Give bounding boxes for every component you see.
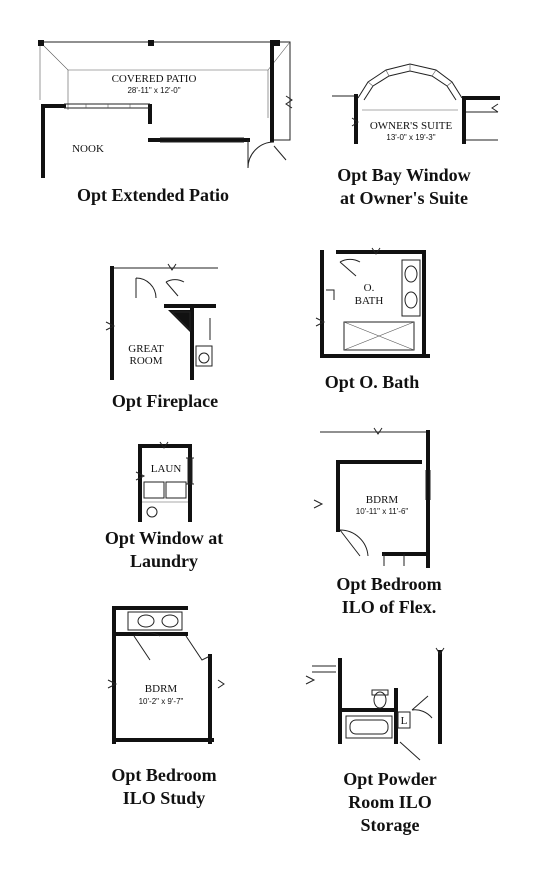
door-swing bbox=[340, 530, 368, 556]
break-line bbox=[286, 96, 292, 108]
option-bedroom-ilo-study bbox=[108, 608, 224, 808]
break-line bbox=[314, 500, 322, 508]
stair-lines bbox=[312, 666, 336, 672]
door-swing bbox=[166, 280, 184, 296]
door-swing bbox=[274, 146, 286, 160]
caption-line: Opt Fireplace bbox=[111, 391, 219, 411]
door-swing bbox=[136, 278, 156, 298]
patio-post bbox=[38, 40, 44, 46]
caption-line: Storage bbox=[360, 815, 420, 835]
window bbox=[64, 104, 150, 108]
caption-line: Opt Bedroom bbox=[336, 574, 442, 594]
washer bbox=[144, 482, 164, 498]
room-dim-owners-suite: 13'-0" x 19'-3" bbox=[386, 133, 436, 142]
option-owners-bath bbox=[316, 248, 428, 392]
room-label-great: GREAT bbox=[128, 343, 164, 355]
room-dim-bdrm: 10'-11" x 11'-6" bbox=[355, 507, 409, 516]
bedroom-study-plan bbox=[108, 608, 224, 742]
caption-line: ILO Study bbox=[122, 788, 206, 808]
caption-line: Laundry bbox=[129, 551, 199, 571]
powder-room-plan bbox=[306, 648, 444, 760]
break-line bbox=[168, 264, 176, 270]
door-swing bbox=[248, 140, 274, 168]
option-window-laundry bbox=[105, 442, 223, 571]
room-label-bdrm: BDRM bbox=[365, 494, 399, 506]
room-label-laun: LAUN bbox=[150, 463, 182, 475]
bathtub-basin bbox=[350, 720, 388, 734]
caption-line: ILO of Flex. bbox=[341, 597, 437, 617]
caption-line: Opt Bay Window bbox=[337, 165, 471, 185]
option-bedroom-ilo-flex bbox=[314, 428, 442, 617]
toilet-icon bbox=[374, 692, 386, 708]
dryer bbox=[166, 482, 186, 498]
extended-patio-plan bbox=[38, 40, 292, 176]
break-line bbox=[374, 428, 382, 434]
caption-line: Room ILO bbox=[348, 792, 432, 812]
bathtub bbox=[346, 716, 392, 738]
toilet-room bbox=[326, 290, 334, 300]
room-dim-covered-patio: 28'-11" x 12'-0" bbox=[127, 86, 181, 95]
caption-line: Opt Bedroom bbox=[111, 765, 217, 785]
vanity bbox=[128, 612, 182, 630]
sink-icon bbox=[405, 292, 417, 308]
sink-icon bbox=[147, 507, 157, 517]
sink-icon bbox=[162, 615, 178, 627]
door-swing bbox=[400, 742, 420, 760]
laundry-plan bbox=[136, 442, 194, 520]
bay-window-mullions bbox=[368, 64, 452, 86]
sink-icon bbox=[138, 615, 154, 627]
option-powder-room-ilo-storage bbox=[306, 648, 444, 835]
patio-roof-hip-top bbox=[40, 42, 290, 70]
fixture bbox=[199, 353, 209, 363]
option-fireplace bbox=[106, 264, 218, 411]
break-line bbox=[218, 680, 224, 688]
patio-post bbox=[274, 40, 280, 46]
caption-line: Opt Window at bbox=[104, 528, 224, 548]
caption-line: Opt Extended Patio bbox=[76, 185, 230, 205]
patio-post bbox=[148, 40, 154, 46]
room-label-covered-patio: COVERED PATIO bbox=[111, 73, 197, 85]
caption-line: Opt Powder bbox=[343, 769, 437, 789]
adjacent-wall bbox=[466, 112, 498, 140]
caption-line: at Owner's Suite bbox=[340, 188, 468, 208]
break-line bbox=[492, 104, 498, 112]
room-label-bdrm: BDRM bbox=[144, 683, 178, 695]
sink-icon bbox=[405, 266, 417, 282]
caption-line: Opt O. Bath bbox=[324, 372, 420, 392]
fireplace-icon bbox=[168, 310, 192, 334]
bedroom-flex-plan bbox=[314, 428, 430, 566]
owners-bath-plan bbox=[316, 248, 428, 356]
fireplace-plan bbox=[106, 264, 218, 378]
angled-wall bbox=[186, 636, 210, 660]
room-label-nook: NOOK bbox=[72, 143, 104, 155]
shower-drain-lines bbox=[344, 322, 414, 350]
bay-window-plan bbox=[332, 64, 498, 142]
door-swing bbox=[340, 259, 360, 276]
option-extended-patio bbox=[38, 40, 292, 205]
window-mullions bbox=[86, 104, 130, 108]
room-label-owners-suite: OWNER'S SUITE bbox=[369, 120, 453, 132]
door-swing bbox=[412, 696, 432, 718]
room-dim-bdrm: 10'-2" x 9'-7" bbox=[138, 697, 184, 706]
room-label-room: ROOM bbox=[129, 355, 163, 367]
room-label-bath: BATH bbox=[354, 295, 384, 307]
room-label-l: L bbox=[400, 715, 408, 727]
laundry-window bbox=[186, 458, 194, 484]
break-line bbox=[306, 676, 314, 684]
room-label-o: O. bbox=[363, 282, 375, 294]
door-swing bbox=[134, 633, 160, 660]
option-bay-window-owners-suite bbox=[332, 64, 498, 208]
